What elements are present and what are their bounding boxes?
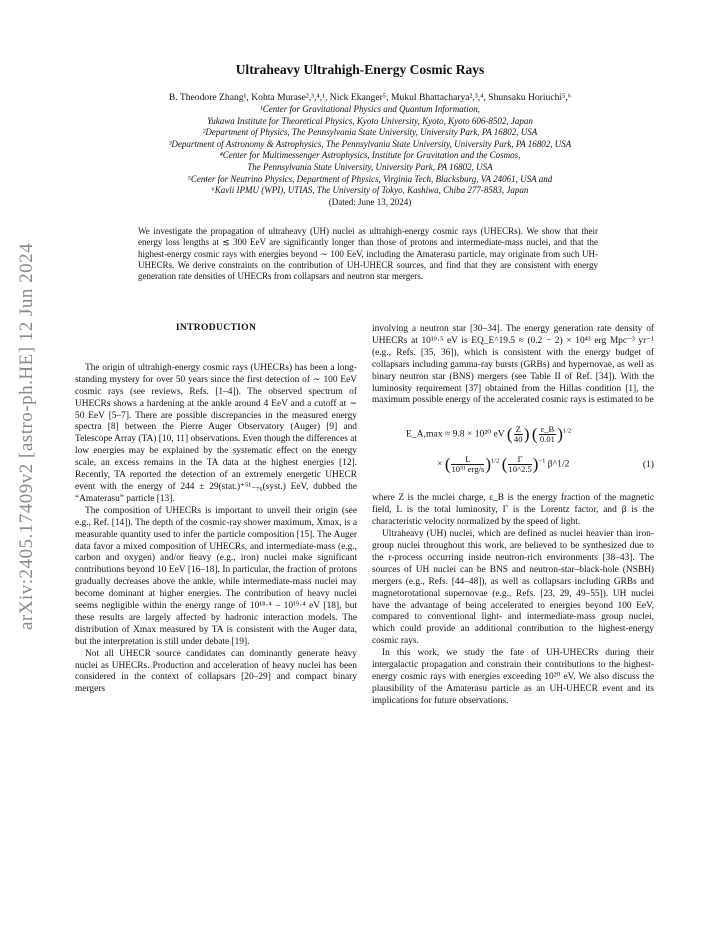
fraction: $\frac{L}{\text{10⁵¹ erg/s}}$	[451, 454, 485, 475]
right-column	[372, 324, 654, 708]
affiliation-line: ⁴Center for Multimessenger Astrophysics, Institute for Gravitation and the Cosmos,	[219, 150, 521, 161]
section-heading: INTRODUCTION	[175, 322, 257, 333]
paragraph: Ultraheavy (UH) nuclei, which are defined as nuclei heavier than iron-group nuclei throughout this work, are believed to be synthesized due to the r-process occurring inside neutron-rich environments [38–43]. The sources of UH nuclei can be BNS and neutron-star–black-hole (NSBH) mergers (e.g., Refs. [44–48]), as well as collapsars including GRBs and magnetorotational supernovae (e.g., Refs. [23, 29, 49–55]). UH nuclei have the advantage of being accelerated to energies beyond 100 EeV, compared to conventional light- and intermediate-mass group nuclei, which could provide an additional contribution to the highest-energy cosmic rays.	[372, 529, 654, 647]
paper-title: Ultraheavy Ultrahigh-Energy Cosmic Rays	[235, 62, 485, 77]
fraction: $\frac{\Gamma}{10\^{}2.5}$	[508, 454, 532, 475]
left-column	[75, 322, 357, 696]
exponent: 1/2	[562, 427, 572, 435]
paragraph: where Z is the nuclei charge, ε_B is the energy fraction of the magnetic field, L is the total luminosity, Γ is the Lorentz factor, and β is the characteristic velocity normalized by the speed of light.	[372, 493, 654, 528]
beta-term: β^1/2	[547, 459, 570, 471]
arxiv-watermark	[16, 230, 46, 630]
affiliation-line: ¹Center for Gravitational Physics and Quantum Information,	[260, 104, 480, 114]
affiliation-line: The Pennsylvania State University, University Park, PA 16802, USA	[247, 161, 493, 172]
paragraph: involving a neutron star [30–34]. The energy generation rate density of UHECRs at 10¹⁹·⁵ eV is EQ_E^19.5 ≈ (0.2 − 2) × 10⁴³ erg Mpc⁻³ yr⁻¹ (e.g., Refs. [35, 36]), which is consistent with the energy budget of collapsars including gamma-ray bursts (GRBs) and hypernovae, as well as binary neutron star (BNS) mergers (see Table II of Ref. [34]). With the luminosity requirement [37] obtained from the Hillas condition [1], the maximum possible energy of the accelerated cosmic rays is estimated to be	[372, 324, 654, 406]
exponent: −1	[538, 457, 546, 465]
equation-line-2: × ( $\frac{L}{\text{10⁵¹ erg/s}}$ )$^{1/2}$ ( $\frac{\Gamma}{10\^{}2.5}$ )$^{-1}$ β^1/2	[437, 454, 570, 475]
author-list: B. Theodore Zhang¹, Kohta Murase²,³,⁴,¹, Nick Ekanger⁵, Mukul Bhattacharya²,³,⁴, Shunsaku Horiuchi⁵,⁶	[168, 92, 572, 103]
affiliations	[60, 104, 680, 208]
affiliation-line: ²Department of Physics, The Pennsylvania State University, University Park, PA 16802, USA	[202, 127, 538, 138]
paragraph: The origin of ultrahigh-energy cosmic rays (UHECRs) has been a long-standing mystery for over 50 years since the first detection of ∼ 100 EeV cosmic rays (see reviews, Refs. [1–4]). The observed spectrum of UHECRs shows a hardening at the ankle around 4 EeV and a cutoff at ∼ 50 EeV [5–7]. There are possible discrepancies in the measured energy spectra [8] between the Pierre Auger Observatory (Auger) [9] and Telescope Array (TA) [10, 11] observations. Even though the differences at low energies may be explained by the systematic effect on the energy scale, an excess remains in the TA data at the highest energies [12]. Recently, TA reported the detection of an extremely energetic UHECR event with the energy of 244 ± 29(stat.)⁺⁵¹₋₇₆(syst.) EeV, dubbed the “Amaterasu” particle [13].	[75, 362, 357, 504]
equation-number: (1)	[642, 459, 654, 471]
arxiv-id: arXiv:2405.17409v2 [astro-ph.HE] 12 Jun 2024	[16, 242, 37, 630]
date-line: (Dated: June 13, 2024)	[328, 196, 412, 207]
affiliation-line: ⁶Kavli IPMU (WPI), UTIAS, The University of Tokyo, Kashiwa, Chiba 277-8583, Japan	[211, 185, 529, 196]
fraction: $\frac{Z}{40}$	[513, 424, 523, 445]
fraction: $\frac{\varepsilon\_B}{0.01}$	[539, 424, 555, 445]
equation-lhs: E_A,max ≈ 9.8 × 10²⁰ eV	[406, 429, 505, 441]
affiliation-line: ³Department of Astronomy & Astrophysics, The Pennsylvania State University, University Park, PA 16802, USA	[168, 138, 572, 149]
paragraph: The composition of UHECRs is important to unveil their origin (see e.g., Ref. [14]). The depth of the cosmic-ray shower maximum, Xmax, is a measurable quantity used to infer the particle composition [15]. The Auger data favor a mixed composition of UHECRs, and intermediate-mass (e.g., carbon and oxygen) and/or heavy (e.g., iron) nuclei make significant contributions beyond 10 EeV [16–18]. In particular, the fraction of protons gradually decreases above the ankle, while intermediate-mass nuclei may become dominant at higher energies. The contribution of heavy nuclei seems negligible within the energy range of 10¹⁸·⁴ – 10¹⁹·⁴ eV [18], but these results are largely affected by hadronic interaction models. The distribution of Xmax measured by TA is consistent with the Auger data, but the interpretation is still under debate [19].	[75, 505, 357, 647]
affiliation-line: Yukawa Institute for Theoretical Physics, Kyoto University, Kyoto, Kyoto 606-8502, Japan	[207, 115, 533, 126]
equation-1	[372, 421, 654, 483]
abstract: We investigate the propagation of ultraheavy (UH) nuclei as ultrahigh-energy cosmic rays (UHECRs). We show that their energy loss lengths at ≲ 300 EeV are significantly longer than those of protons and intermediate-mass nuclei, and that the highest-energy cosmic rays with energies beyond ∼ 100 EeV, including the Amaterasu particle, may originate from such UH-UHECRs. We derive constraints on the contribution of UH-UHECR sources, and find that they are consistent with energy generation rate densities of UHECRs from collapsars and neutron star mergers.	[138, 226, 598, 282]
paragraph: In this work, we study the fate of UH-UHECRs during their intergalactic propagation and constrain their contributions to the highest-energy cosmic rays with energies exceeding 10²⁰ eV. We also discuss the plausibility of the Amaterasu particle as an UH-UHECR event and its implications for future observations.	[372, 648, 654, 706]
equation-line-1: E_A,max ≈ 9.8 × 10²⁰ eV ( $\frac{Z}{40}$ ) ( $\frac{\varepsilon\_B}{0.01}$ )$^{1/2}$	[406, 424, 572, 445]
exponent: 1/2	[491, 457, 500, 465]
affiliation-line: ⁵Center for Neutrino Physics, Department of Physics, Virginia Tech, Blacksburg, VA 24061, USA and	[187, 173, 553, 184]
paragraph: Not all UHECR source candidates can dominantly generate heavy nuclei as UHECRs. Production and acceleration of heavy nuclei has been considered in the context of collapsars [20–29] and compact binary mergers	[75, 648, 357, 695]
